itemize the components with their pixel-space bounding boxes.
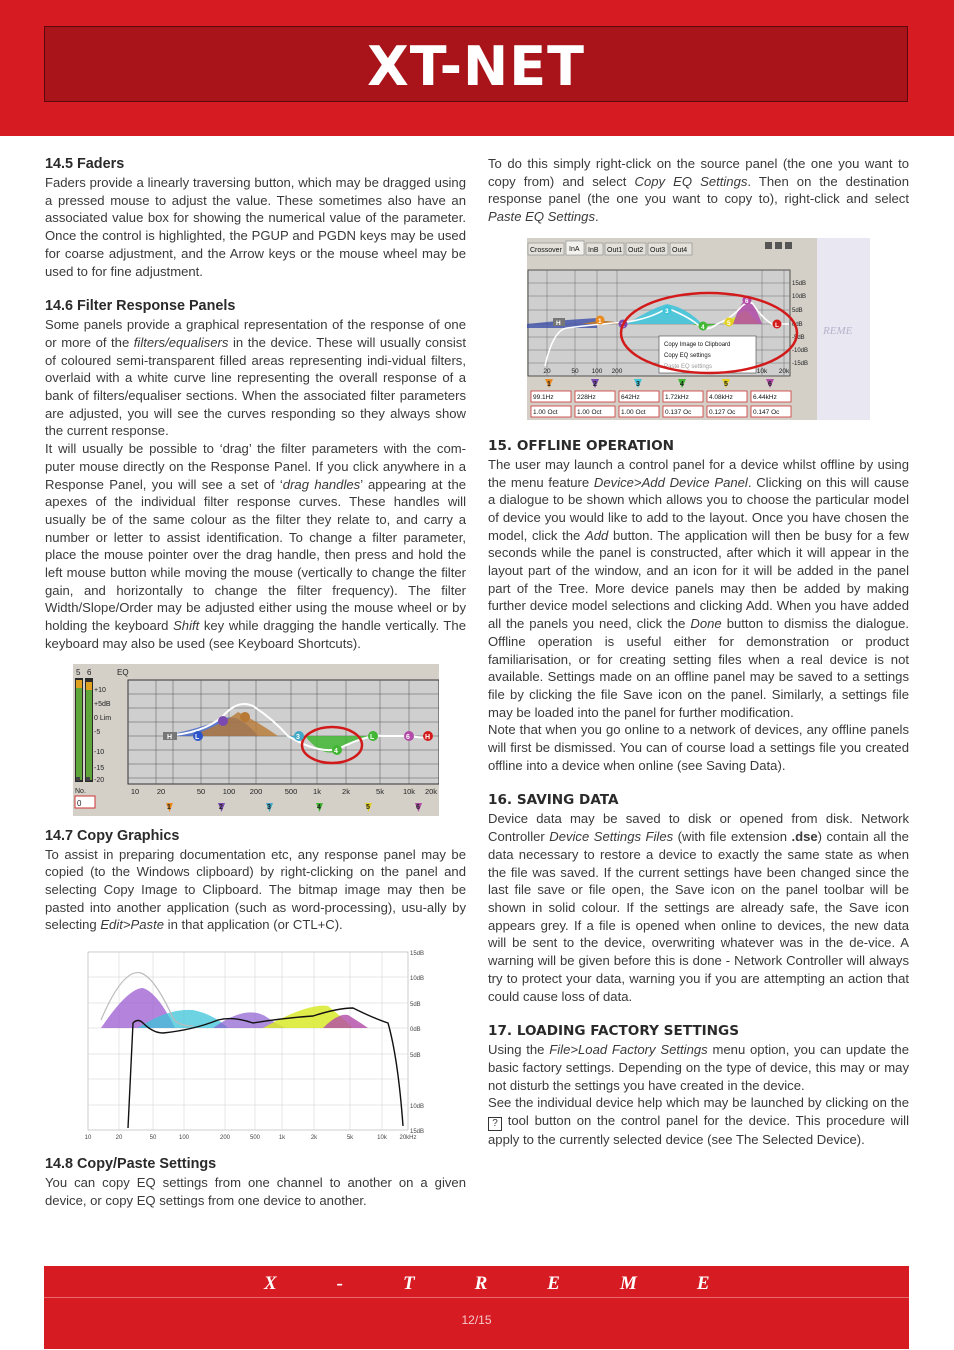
svg-text:50: 50 — [196, 786, 206, 796]
svg-text:100: 100 — [591, 367, 603, 375]
page-title: XT-NET — [367, 35, 585, 98]
svg-text:2: 2 — [593, 380, 597, 388]
svg-text:-15dB: -15dB — [792, 360, 809, 367]
svg-text:200: 200 — [611, 367, 623, 375]
section-heading-filter-panels: 14.6 Filter Response Panels — [45, 298, 236, 315]
no-label: No. — [75, 787, 86, 795]
svg-text:0dB: 0dB — [410, 1027, 421, 1034]
faders-body: Faders provide a linearly traversing button, which may be dragged using a pressed mouse to adjust the value. These sometimes also have an associated value box for showing the numerical value of the parameter. Once the control is highlighted, the PGUP and PGDN keys may be used for coarse adjustment, and the Arrow keys or the mouse wheel may be used to for fine adjustment. — [45, 175, 466, 279]
context-menu-figure — [527, 238, 909, 420]
svg-text:10: 10 — [130, 786, 140, 796]
saving-body: Device data may be saved to disk or opened from disk. Network Controller Device Settings Files (with file extension .dse) contain all the data necessary to restore a device to exactly the same state as when the file was saved. If the current settings have been changed since the last file save or file open, the Save icon on the panel toolbar will be shown in solid colour. If the settings are already safe, the Save icon appears grey. If a file is opened when online to devices, the new data will be sent to the device, overwriting whatever was in the de-vice. A warning will be given before this is done - Network Controller will always try to protect your data, warning you if you are attempting an action that could cause loss of data. — [488, 811, 909, 1004]
eq-handle-h-left: H — [167, 733, 173, 741]
svg-text:0.147 Oc: 0.147 Oc — [753, 408, 780, 416]
svg-text:20k: 20k — [424, 786, 438, 796]
no-value: 0 — [77, 798, 82, 808]
svg-text:99.1Hz: 99.1Hz — [533, 393, 554, 401]
svg-text:6: 6 — [416, 803, 420, 811]
section-heading-factory: 17. LOADING FACTORY SETTINGS — [488, 1023, 739, 1040]
svg-text:3: 3 — [636, 380, 640, 388]
svg-text:10k: 10k — [756, 367, 768, 375]
eq-handle-l: L — [195, 733, 200, 741]
svg-text:5dB: 5dB — [410, 1002, 421, 1009]
offline-body: The user may launch a control panel for a device whilst offline by using the menu feature Device>Add Device Panel. Clicking on this will cause a dialogue to be shown which allows you to choose the particular model of device you would like to add to the layout. Once you have chosen the model, click the Add button. The application will then be busy for a few seconds while the panel is constructed, after which it will appear in the layout part of the window, and an icon for it will be added in the panel part of the Tree. More device panels may then be added by making further device model selections and clicking Add. When you have added all the panels you need, click the Done button to dismiss the dialogue. Offline operation is useful either for demonstration or product familiarisation, or for creating setting files when a real device is not available. Settings made on an offline panel may be saved to a settings file by clicking the file Save icon on the panel. Similarly, a settings file may be loaded into the panel for further modification. — [488, 456, 910, 720]
svg-text:InA: InA — [569, 245, 580, 253]
svg-text:1.00 Oct: 1.00 Oct — [533, 408, 558, 416]
svg-text:-5dB: -5dB — [792, 334, 805, 341]
svg-text:+5dB: +5dB — [94, 700, 111, 708]
svg-text:15dB: 15dB — [410, 1129, 425, 1136]
svg-text:-20: -20 — [94, 776, 105, 784]
svg-text:10dB: 10dB — [410, 1104, 425, 1111]
svg-text:-15: -15 — [94, 764, 105, 772]
copy-graphics-body: To assist in preparing documentation etc, any response panel may be copied (to the Windows clipboard) by right-clicking on the panel and selecting Copy Image to Clipboard. The bitmap image may then be pasted into another application (such as word-processing), usu-ally by selecting Edit>Paste in that application (or CTL+C). — [45, 846, 466, 933]
svg-text:20: 20 — [156, 786, 166, 796]
svg-text:4: 4 — [317, 803, 321, 811]
footer-brand-text: X-TREME — [264, 1273, 770, 1294]
watermark-text: REME — [823, 324, 853, 337]
svg-text:642Hz: 642Hz — [621, 393, 640, 401]
svg-text:3: 3 — [665, 307, 669, 315]
svg-text:+10: +10 — [94, 686, 106, 694]
page-number: 12/15 — [461, 1313, 492, 1327]
offline-note: Note that when you go online to a network of devices, any offline panels will first be dismissed. You can of course load a settings file you created offline into a device when online (see Saving Data). — [488, 722, 909, 773]
svg-text:10k: 10k — [402, 786, 416, 796]
svg-text:228Hz: 228Hz — [577, 393, 596, 401]
eq-handle-h-right: H — [425, 733, 431, 741]
svg-text:5: 5 — [727, 319, 731, 327]
svg-text:10dB: 10dB — [792, 293, 807, 300]
svg-text:4: 4 — [701, 323, 705, 331]
svg-text:2k: 2k — [310, 1135, 318, 1142]
svg-text:1: 1 — [167, 803, 171, 811]
svg-text:0dB: 0dB — [792, 321, 803, 328]
svg-text:1k: 1k — [278, 1135, 286, 1142]
svg-text:Out1: Out1 — [607, 246, 623, 254]
svg-text:1: 1 — [547, 380, 551, 388]
svg-text:200: 200 — [219, 1135, 231, 1142]
svg-text:0.137 Oc: 0.137 Oc — [665, 408, 692, 416]
section-heading-faders: 14.5 Faders — [45, 156, 125, 172]
svg-text:5k: 5k — [376, 786, 384, 796]
svg-text:Out2: Out2 — [628, 246, 644, 254]
section-heading-saving: 16. SAVING DATA — [488, 792, 619, 809]
svg-text:20: 20 — [543, 367, 551, 375]
right-column — [488, 155, 909, 1149]
context-menu-screenshot — [527, 238, 870, 420]
svg-text:500: 500 — [284, 786, 298, 796]
svg-text:6: 6 — [745, 297, 749, 305]
factory-body: Using the File>Load Factory Settings menu option, you can update the basic factory settings. Depending on the type of device, this may or may not disturb the settings you have created in the device. — [488, 1042, 909, 1093]
svg-text:100: 100 — [222, 786, 236, 796]
eq-panel-screenshot — [73, 664, 439, 816]
menu-item-paste-eq[interactable]: Paste EQ settings — [664, 363, 713, 370]
help-icon: ? — [488, 1117, 502, 1131]
svg-text:4: 4 — [680, 380, 684, 388]
svg-text:6.44kHz: 6.44kHz — [753, 393, 777, 401]
tab-strip — [528, 241, 692, 255]
menu-item-copy-image[interactable]: Copy Image to Clipboard — [664, 341, 731, 348]
svg-text:1: 1 — [598, 317, 602, 325]
svg-text:2: 2 — [621, 321, 625, 329]
footer — [44, 1266, 909, 1349]
response-plot-figure — [83, 948, 466, 1144]
svg-text:500: 500 — [249, 1135, 261, 1142]
svg-text:15dB: 15dB — [410, 951, 425, 958]
svg-text:1k: 1k — [313, 786, 321, 796]
svg-text:6: 6 — [768, 380, 772, 388]
header-title-box — [44, 26, 908, 102]
svg-text:50: 50 — [149, 1135, 157, 1142]
svg-text:2: 2 — [219, 803, 223, 811]
eq-handle-3: 3 — [296, 733, 300, 741]
svg-text:Crossover: Crossover — [530, 246, 562, 254]
svg-text:200: 200 — [249, 786, 263, 796]
filter-paragraph-2: It will usually be possible to ‘drag’ the filter parameters with the com-puter mouse directly on the Response Panel. If you click anywhere in a Response Panel, you will see a set of ‘drag handles’ appearing at the apexes of the individual filter response curves. These handles will usually be of the same colour as the filter they relate to, and carry a number or letter to assist identification. To change a filter parameter, place the mouse pointer over the drag handle, then press and hold the left mouse button while moving the mouse (vertically to change the filter gain, and horizontally to change the filter frequency). The filter Width/Slope/Order may be adjusted either using the mouse wheel or by holding the keyboard Shift key while dragging the handle vertically. The keyboard may also be used (see Keyboard Shortcuts). — [45, 441, 467, 651]
svg-text:15dB: 15dB — [792, 280, 807, 287]
response-plot-image — [83, 948, 433, 1144]
eq-handle-4: 4 — [334, 747, 338, 755]
copy-paste-body: You can copy EQ settings from one channel to another on a given device, or copy EQ settings from one device to another. — [45, 1175, 466, 1208]
meter-number-5: 5 — [76, 667, 81, 677]
svg-text:50: 50 — [571, 367, 579, 375]
svg-text:Out4: Out4 — [672, 246, 688, 254]
eq-handle-6: 6 — [406, 733, 410, 741]
svg-text:1.00 Oct: 1.00 Oct — [621, 408, 646, 416]
svg-text:5dB: 5dB — [792, 307, 803, 314]
svg-text:L: L — [775, 321, 779, 329]
context-menu[interactable] — [659, 336, 756, 373]
eq-panel-figure — [73, 664, 466, 816]
footer-divider — [44, 1297, 909, 1298]
svg-text:20k: 20k — [778, 367, 790, 375]
svg-text:20: 20 — [115, 1135, 123, 1142]
svg-text:10k: 10k — [377, 1135, 387, 1142]
svg-text:3: 3 — [267, 803, 271, 811]
eq-handle-l2: L — [370, 733, 375, 741]
meter-number-6: 6 — [87, 667, 92, 677]
section-heading-offline: 15. OFFLINE OPERATION — [488, 437, 675, 454]
svg-text:Out3: Out3 — [650, 246, 666, 254]
left-column — [45, 155, 466, 1210]
section-heading-copy-graphics: 14.7 Copy Graphics — [45, 827, 180, 844]
svg-text:1.72kHz: 1.72kHz — [665, 393, 689, 401]
svg-text:20kHz: 20kHz — [399, 1135, 417, 1142]
filter-paragraph-1: Some panels provide a graphical representation of the response of one or more of the filters/equalisers in the device. These will usually consist of coloured semi-transparent filled areas representing indi-vidual filters, overlaid with a white curve line representing the overall response of a bank of filters/equaliser sections. When the associated filter parameters are adjusted, you will see the curves responding so they always show the current response. — [45, 317, 466, 439]
svg-text:10dB: 10dB — [410, 976, 425, 983]
svg-text:-5: -5 — [94, 728, 101, 736]
svg-text:InB: InB — [588, 246, 599, 254]
svg-text:5: 5 — [366, 803, 370, 811]
svg-text:2k: 2k — [342, 786, 350, 796]
factory-note: See the individual device help which may be launched by clicking on the ? tool button on the control panel for the device. This procedure will apply to the currently selected device (see The Selected Device). — [488, 1095, 909, 1148]
svg-text:-10: -10 — [94, 748, 105, 756]
section-heading-copy-paste: 14.8 Copy/Paste Settings — [45, 1156, 217, 1173]
eq-panel-label: EQ — [117, 667, 129, 677]
svg-text:1.00 Oct: 1.00 Oct — [577, 408, 602, 416]
menu-item-copy-eq[interactable]: Copy EQ settings — [664, 352, 711, 359]
svg-text:4.08kHz: 4.08kHz — [709, 393, 733, 401]
svg-text:5dB: 5dB — [410, 1053, 421, 1060]
svg-text:0 Lim: 0 Lim — [94, 714, 112, 722]
svg-text:5k: 5k — [346, 1135, 354, 1142]
footer-brand — [264, 1273, 770, 1295]
svg-text:10: 10 — [84, 1135, 92, 1142]
svg-text:5: 5 — [724, 380, 728, 388]
svg-text:H: H — [556, 319, 561, 327]
svg-text:0.127 Oc: 0.127 Oc — [709, 408, 736, 416]
svg-text:-10dB: -10dB — [792, 347, 809, 354]
copy-paste-intro: To do this simply right-click on the source panel (the one you want to copy from) and select Copy EQ Settings. Then on the destination response panel (the one you want to copy to), right-click and select Paste EQ Settings. — [488, 156, 910, 225]
svg-text:100: 100 — [178, 1135, 190, 1142]
